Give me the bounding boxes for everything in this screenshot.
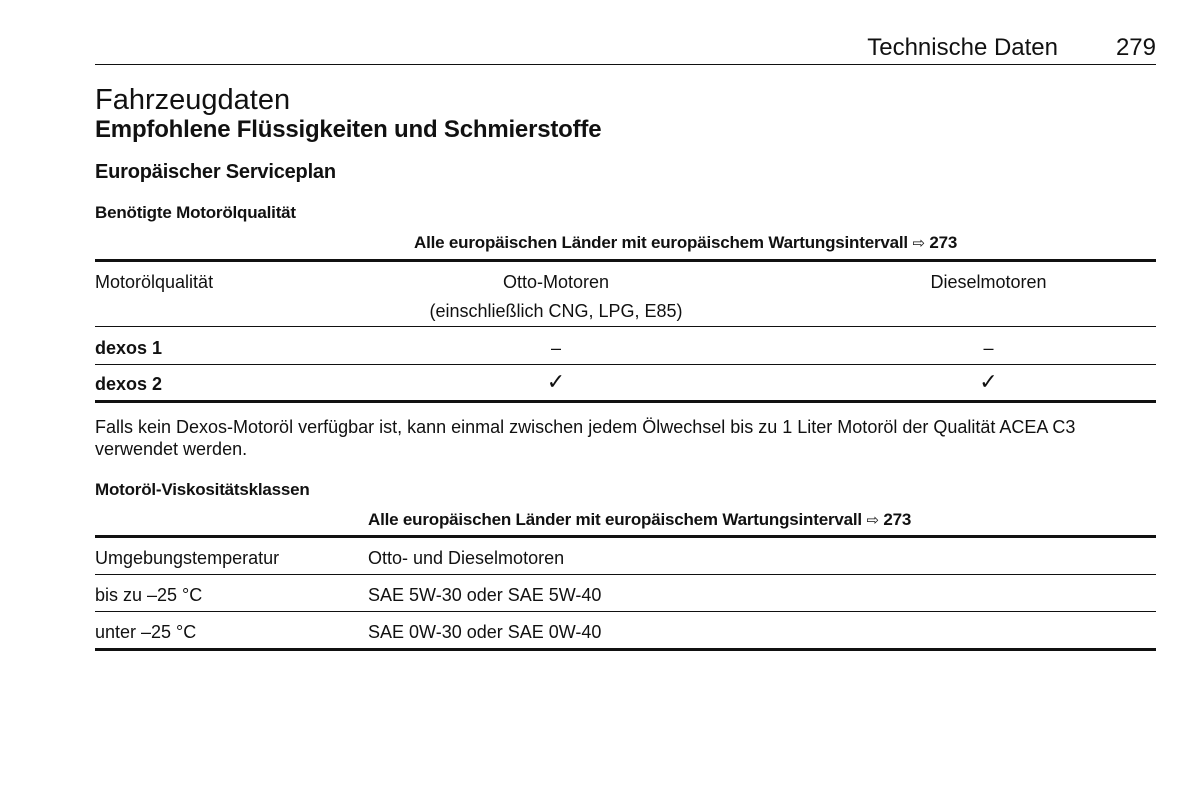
table1-scope-text: Alle europäischen Länder mit europäischem Wartungsintervall [414, 233, 908, 252]
header-section-title: Technische Daten [867, 34, 1058, 61]
table1-scope-ref[interactable]: 273 [929, 233, 958, 252]
table1-row1-otto: – [550, 338, 561, 358]
table1-row2-label: dexos 2 [95, 374, 163, 394]
table1-heading: Benötigte Motorölqualität [95, 203, 296, 222]
table1-header-rule [95, 326, 1156, 327]
note-paragraph: Falls kein Dexos-Motoröl verfügbar ist, kann einmal zwischen jedem Ölwechsel bis zu 1 Liter Motoröl der Qualität ACEA C3 verwendet werden. [95, 417, 1076, 459]
table2-row2-value: SAE 0W-30 oder SAE 0W-40 [368, 622, 602, 642]
table2-bottom-rule [95, 648, 1156, 651]
table1-bottom-rule [95, 400, 1156, 403]
page-title: Fahrzeugdaten [95, 84, 291, 116]
table1-row1-label: dexos 1 [95, 338, 163, 358]
table1-col1-header: Motorölqualität [95, 272, 214, 292]
table2-row1-temperature: bis zu –25 °C [95, 585, 203, 605]
table2-scope-ref[interactable]: 273 [883, 510, 912, 529]
table1-scope [414, 232, 957, 255]
table2-scope-text: Alle europäischen Länder mit europäischem Wartungsintervall [368, 510, 862, 529]
reference-arrow-icon: ⇨ [912, 235, 925, 252]
table2-col2-header: Otto- und Dieselmotoren [368, 548, 565, 568]
table2-header-rule [95, 574, 1156, 575]
checkmark-icon: ✓ [979, 369, 998, 394]
table1-row-rule [95, 364, 1156, 365]
section-title: Europäischer Serviceplan [95, 161, 336, 183]
table2-row1-value: SAE 5W-30 oder SAE 5W-40 [368, 585, 602, 605]
running-header [95, 34, 1156, 65]
table1-top-rule [95, 259, 1156, 262]
page-subtitle: Empfohlene Flüssigkeiten und Schmierstoffe [95, 116, 602, 143]
reference-arrow-icon: ⇨ [866, 512, 879, 529]
page-number: 279 [1115, 34, 1156, 61]
table1-col2-header: Otto-Motoren [502, 272, 610, 292]
table2-col1-header: Umgebungstemperatur [95, 548, 280, 568]
table2-row2-temperature: unter –25 °C [95, 622, 197, 642]
table2-heading: Motoröl-Viskositätsklassen [95, 480, 310, 499]
table1-col3-header: Dieselmotoren [930, 272, 1047, 292]
table2-scope [368, 509, 911, 532]
checkmark-icon: ✓ [546, 369, 566, 394]
table2-row-rule [95, 611, 1156, 612]
table1-col2-subheader: (einschließlich CNG, LPG, E85) [429, 301, 683, 321]
table1-row1-diesel: – [983, 338, 994, 358]
table2-top-rule [95, 535, 1156, 538]
manual-page [95, 0, 1156, 802]
